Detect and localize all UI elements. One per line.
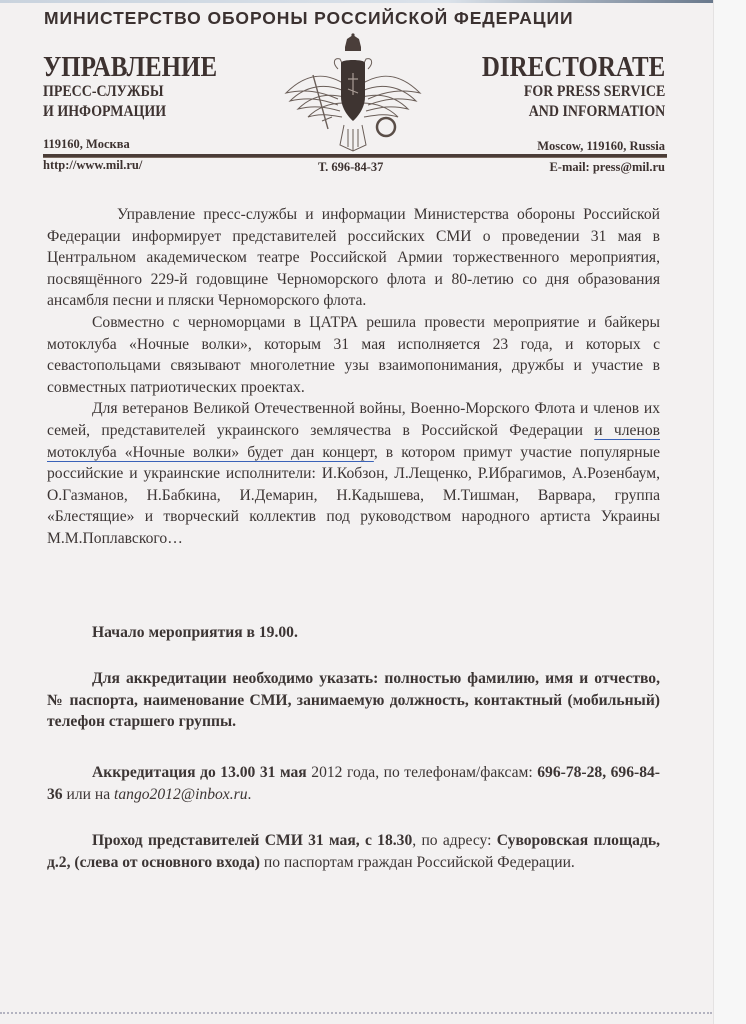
page-margin-strip [713,0,746,1024]
paragraph-intro: Управление пресс-службы и информации Министерства обороны Российской Федерации информирует представителей российских СМИ о проведении 31 мая в Центральном академическом театре Российской Армии торжественного мероприятия, посвящённого 229-й годовщине Черноморского флота и 80-летию со дня образования ансамбля песни и пляски Черноморского флота. [47,206,660,310]
accreditation-block [47,762,660,805]
event-start-block [47,622,660,644]
perforation-line [0,1012,712,1014]
accreditation-details [47,762,660,805]
directorate-subtitle-en-1: FOR PRESS SERVICE [523,83,665,100]
letterhead-right [452,52,665,122]
accreditation-or: или на [62,785,115,803]
entry-address: Суворовская площадь, д.2, (слева от основного входа) [47,832,660,871]
directorate-title-en: DIRECTORATE [481,51,665,83]
paragraph-concert [47,398,660,549]
directorate-title-ru: УПРАВЛЕНИЕ [43,51,218,83]
paragraph-bikers [47,312,660,398]
accreditation-email-link[interactable]: tango2012@inbox.ru [114,785,248,803]
concert-underlined-text: и членов мотоклуба «Ночные волки» будет дан концерт [47,421,660,461]
accreditation-requirements-block [47,668,660,733]
paragraph-bikers-text: Совместно с черноморцами в ЦАТРА решила провести мероприятие и байкеры мотоклуба «Ночные волки», которым 31 мая исполняется 23 года, и которых с севастопольцами связывают многолетние узы взаимопонимания, дружбы и участие в совместных патриотических проектах. [47,313,660,396]
address-en: Moscow, 119160, Russia [537,139,665,153]
concert-text-start: Для ветеранов Великой Отечественной войны, Военно-Морского Флота и членов их семей, представителей украинского землячества в Российской Федерации [47,400,660,439]
entry-address-label: , по адресу: [412,832,497,849]
accreditation-year: 2012 года, по телефонам/факсам: [306,764,538,781]
accreditation-deadline: Аккредитация до 13.00 31 мая [92,764,307,781]
entry-block [47,830,660,873]
directorate-subtitle-ru-1: ПРЕСС-СЛУЖБЫ [43,83,164,100]
accreditation-end: . [247,785,252,803]
letterhead-left [43,52,245,122]
directorate-subtitle-ru-2: И ИНФОРМАЦИИ [43,103,167,120]
website-link[interactable]: http://www.mil.ru/ [43,158,143,172]
entry-details [47,830,660,873]
ministry-heading: МИНИСТЕРСТВО ОБОРОНЫ РОССИЙСКОЙ ФЕДЕРАЦИИ [44,8,574,28]
directorate-subtitle-en-2: AND INFORMATION [528,103,665,120]
phone-number: Т. 696-84-37 [318,160,384,174]
concert-text-end: , в котором примут участие популярные российские и украинские исполнители: И.Кобзон, Л.Лещенко, Р.Ибрагимов, А.Розенбаум, О.Газманов, Н.Бабкина, И.Демарин, Н.Кадышева, М.Тишман, Варвара, группа «Блестящие» и творческий коллектив под руководством народного артиста Украины М.М.Поплавского… [47,443,661,547]
entry-time: Проход представителей СМИ 31 мая, с 18.30 [92,832,413,849]
scanner-edge [0,0,746,3]
email-contact[interactable]: E-mail: press@mil.ru [549,160,665,174]
address-ru: 119160, Москва [43,137,130,151]
accreditation-phones: 696-78-28, 696-84-36 [47,764,660,803]
entry-passport-note: по паспортам граждан Российской Федерации. [259,853,575,871]
announcement-body [47,204,660,550]
double-headed-eagle-emblem-icon [268,33,438,155]
event-start-time: Начало мероприятия в 19.00. [92,624,298,641]
accreditation-requirements: Для аккредитации необходимо указать: полностью фамилию, имя и отчество, № паспорта, наименование СМИ, занимаемую должность, контактный (мобильный) телефон старшего группы. [47,670,660,731]
